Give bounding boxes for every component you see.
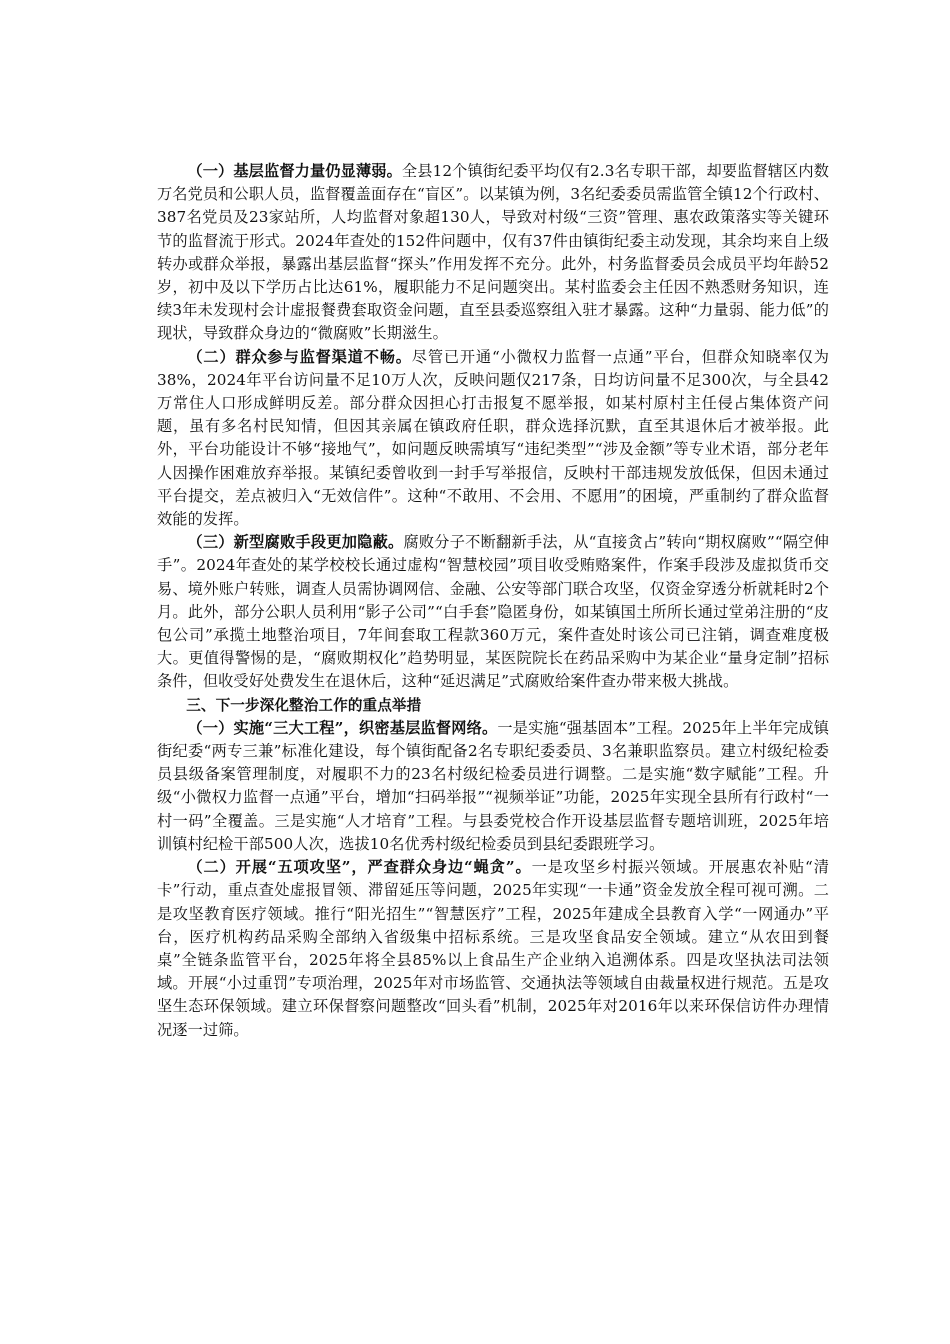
paragraph-three-projects [157,717,829,856]
paragraph-new-corruption [157,531,829,693]
paragraph-body: 尽管已开通“小微权力监督一点通”平台，但群众知晓率仅为38%，2024年平台访问量不足10万人次，反映问题仅217条，日均访问量不足300次，与全县42万常住人口形成鲜明反差。部分群众因担心打击报复不愿举报，如某村原村主任侵占集体资产问题，虽有多名村民知情，但因其亲属在镇政府任职，群众选择沉默，直至其退休后才被举报。此外，平台功能设计不够“接地气”，如问题反映需填写“违纪类型”“涉及金额”等专业术语，部分老年人因操作困难放弃举报。某镇纪委曾收到一封手写举报信，反映村干部违规发放低保，但因未通过平台提交，差点被归入“无效信件”。这种“不敢用、不会用、不愿用”的困境，严重制约了群众监督效能的发挥。 [157,347,829,529]
paragraph-body: 一是攻坚乡村振兴领域。开展惠农补贴“清卡”行动，重点查处虚报冒领、滞留延压等问题，2025年实现“一卡通”资金发放全程可视可溯。二是攻坚教育医疗领域。推行“阳光招生”“智慧医疗”工程，2025年建成全县教育入学“一网通办”平台，医疗机构药品采购全部纳入省级集中招标系统。三是攻坚食品安全领域。建立“从农田到餐桌”全链条监管平台，2025年将全县85%以上食品生产企业纳入追溯体系。四是攻坚执法司法领域。开展“小过重罚”专项治理，2025年对市场监管、交通执法等领域自由裁量权进行规范。五是攻坚生态环保领域。建立环保督察问题整改“回头看”机制，2025年对2016年以来环保信访件办理情况逐一过筛。 [157,858,829,1039]
paragraph-channels-blocked [157,346,829,532]
paragraph-five-campaigns [157,856,829,1042]
document-page [157,160,829,1042]
paragraph-supervision-weak [157,160,829,346]
paragraph-lead: （一）实施“三大工程”，织密基层监督网络。 [187,718,498,737]
paragraph-body: 全县12个镇街纪委平均仅有2.3名专职干部，却要监督辖区内数万名党员和公职人员，监督覆盖面存在“盲区”。以某镇为例，3名纪委委员需监管全镇12个行政村、387名党员及23家站所，人均监督对象超130人，导致对村级“三资”管理、惠农政策落实等关键环节的监督流于形式。2024年查处的152件问题中，仅有37件由镇街纪委主动发现，其余均来自上级转办或群众举报，暴露出基层监督“探头”作用发挥不充分。此外，村务监督委员会成员平均年龄52岁，初中及以下学历占比达61%，履职能力不足问题突出。某村监委会主任因不熟悉财务知识，连续3年未发现村会计虚报餐费套取资金问题，直至县委巡察组入驻才暴露。这种“力量弱、能力低”的现状，导致群众身边的“微腐败”长期滋生。 [157,162,830,343]
paragraph-lead: （二）群众参与监督渠道不畅。 [187,347,412,366]
paragraph-body: 腐败分子不断翻新手法，从“直接贪占”转向“期权腐败”“隔空伸手”。2024年查处的某学校校长通过虚构“智慧校园”项目收受贿赂案件，作案手段涉及虚拟货币交易、境外账户转账，调查人员需协调网信、金融、公安等部门联合攻坚，仅资金穿透分析就耗时2个月。此外，部分公职人员利用“影子公司”“白手套”隐匿身份，如某镇国土所所长通过堂弟注册的“皮包公司”承揽土地整治项目，7年间套取工程款360万元，案件查处时该公司已注销，调查难度极大。更值得警惕的是，“腐败期权化”趋势明显，某医院院长在药品采购中为某企业“量身定制”招标条件，但收受好处费发生在退休后，这种“延迟满足”式腐败给案件查办带来极大挑战。 [157,533,829,691]
paragraph-body: 一是实施“强基固本”工程。2025年上半年完成镇街纪委“两专三兼”标准化建设，每个镇街配备2名专职纪委委员、3名兼职监察员。建立村级纪检委员县级备案管理制度，对履职不力的23名村级纪检委员进行调整。二是实施“数字赋能”工程。升级“小微权力监督一点通”平台，增加“扫码举报”“视频举证”功能，2025年实现全县所有行政村“一村一码”全覆盖。三是实施“人才培育”工程。与县委党校合作开设基层监督专题培训班，2025年培训镇村纪检干部500人次，选拔10名优秀村级纪检委员到县纪委跟班学习。 [157,718,829,853]
paragraph-lead: （二）开展“五项攻坚”，严查群众身边“蝇贪”。 [187,858,532,877]
paragraph-lead: （一）基层监督力量仍显薄弱。 [187,162,402,180]
paragraph-lead: （三）新型腐败手段更加隐蔽。 [187,533,404,552]
section-heading: 三、下一步深化整治工作的重点举措 [186,696,422,714]
